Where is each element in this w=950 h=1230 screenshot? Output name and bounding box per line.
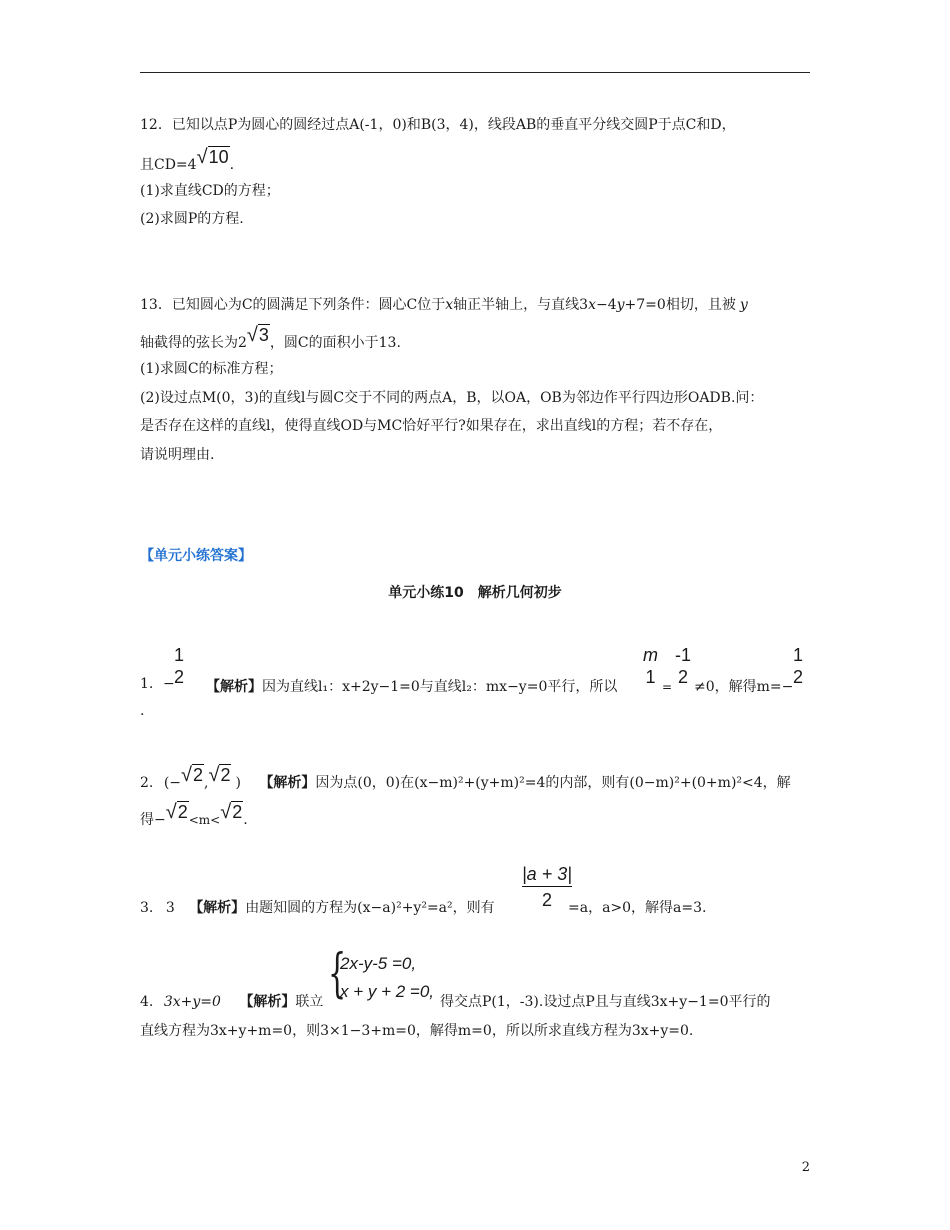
a3-line1: 3. 3 【解析】由题知圆的方程为(x−a)²+y²=a²，则有 [140,900,495,916]
a1-fraction: 1 2 [174,645,185,687]
q12-line2-pre: 且CD=4 [140,157,197,173]
a4-line2: 直线方程为3x+y+m=0，则3×1−3+m=0，解得m=0，所以所求直线方程为3x+y=0. [140,1023,694,1039]
a3-fraction: $\frac{|a + 3|}{2}$ [522,864,572,910]
q12-line2-post: . [229,157,235,173]
page-number: 2 [801,1160,810,1175]
q13-line2: 轴截得的弦长为2√3，圆C的面积小于13. [140,324,401,351]
sqrt-2-b: √2 [208,764,231,786]
q13-line4: (2)设过点M(0，3)的直线l与圆C交于不同的两点A，B，以OA，OB为邻边作平行四边形OADB.问： [140,390,764,406]
a1-neq: ≠0，解得m=− [694,679,794,695]
a1-eq: = [662,680,673,694]
q13-line6: 请说明理由. [140,447,215,463]
q13-line5: 是否存在这样的直线l，使得直线OD与MC恰好平行?如果存在，求出直线l的方程；若不存在， [140,418,723,434]
a1-frac-result: 1 2 [793,645,804,687]
a1-tail: . [140,703,145,719]
q12-line4: (2)求圆P的方程. [140,211,244,227]
a2-line2: 得−√2<m<√2. [140,801,248,828]
a1-frac-m: m 1 [643,645,658,687]
q13-line1: 13．已知圆心为C的圆满足下列条件：圆心C位于x轴正半轴上，与直线3x−4y+7=0相切，且被 y [140,297,748,313]
sqrt-2-a: √2 [181,764,204,786]
q12-line3: (1)求直线CD的方程； [140,183,280,199]
a4-line1-right: 得交点P(1，-3).设过点P且与直线3x+y−1=0平行的 [440,994,771,1010]
sqrt-2-c: √2 [165,801,188,823]
a4-system-eq2: x + y + 2 =0, [340,982,435,1001]
answers-header: 【单元小练答案】 [140,548,252,564]
sqrt-3: √3 [246,324,269,346]
a1-num: 1. [140,676,154,692]
a4-line1-left: 4. 3x+y=0 【解析】联立 [140,994,324,1010]
header-rule [140,72,810,73]
a3-tail: =a，a>0，解得a=3. [568,900,707,916]
q13-line3: (1)求圆C的标准方程； [140,361,283,377]
a1-minus: − [163,676,175,692]
sqrt-2-d: √2 [220,801,243,823]
q12-line1: 12．已知以点P为圆心的圆经过点A(-1，0)和B(3，4)，线段AB的垂直平分线交圆P于点C和D， [140,117,736,133]
a4-system-eq1: 2x-y-5 =0, [340,954,417,973]
system-brace: { [328,944,347,1004]
answers-title: 单元小练10 解析几何初步 [388,585,562,601]
q12-line2 [140,146,235,175]
sqrt-10: √10 [196,146,229,168]
a1-frac-neg1: -1 2 [675,645,692,687]
a2-line1: 2. (−√2,√2 ) 【解析】因为点(0，0)在(x−m)²+(y+m)²=4的内部，则有(0−m)²+(0+m)²<4，解 [140,764,791,791]
a1-body: 【解析】因为直线l₁：x+2y−1=0与直线l₂：mx−y=0平行，所以 [206,679,618,695]
